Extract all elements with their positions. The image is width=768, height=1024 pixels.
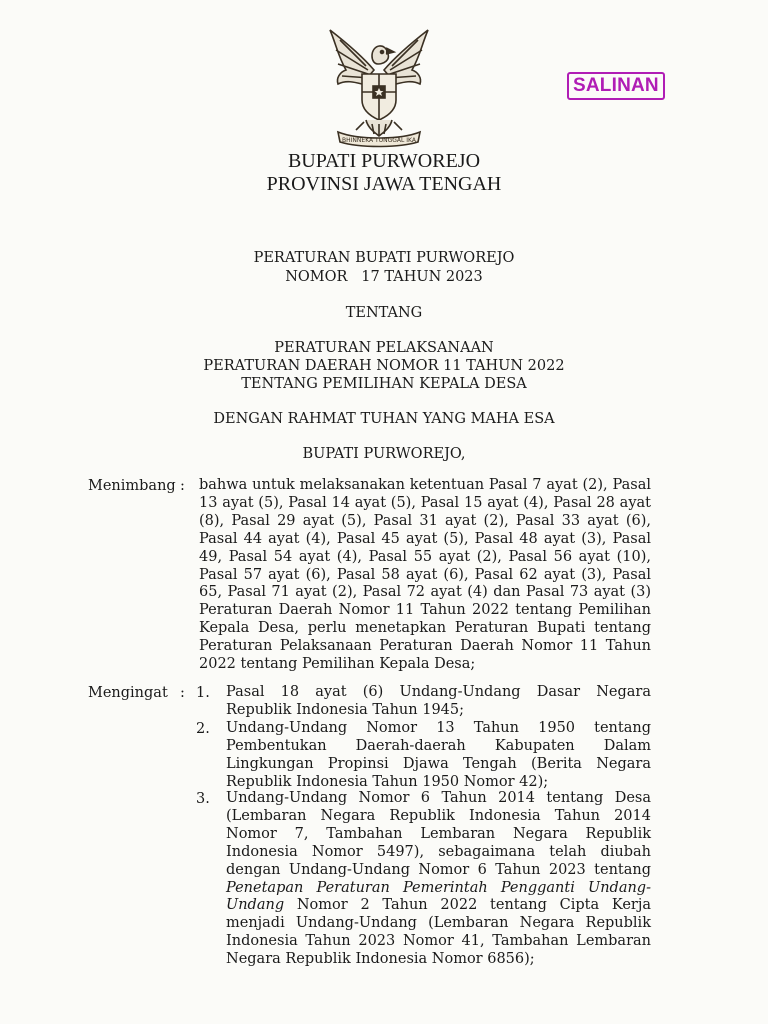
garuda-emblem-icon [318, 26, 440, 148]
menimbang-label: Menimbang [88, 478, 176, 494]
mengingat-label: Mengingat [88, 685, 168, 701]
mengingat-item-2-text: Undang-Undang Nomor 13 Tahun 1950 tentang Pembentukan Daerah-daerah Kabupaten Dalam Lingkungan Propinsi Djawa Tengah (Berita Negara Republik Indonesia Tahun 1950 Nomor 42); [226, 720, 651, 790]
salinan-stamp: SALINAN [567, 72, 665, 100]
header-province-title: PROVINSI JAWA TENGAH [266, 173, 502, 195]
grace-of-god-line: DENGAN RAHMAT TUHAN YANG MAHA ESA [213, 411, 555, 427]
mengingat-item-3-text [226, 790, 651, 969]
regulation-title-line1: PERATURAN PELAKSANAAN [274, 340, 494, 356]
mengingat-item-3-number: 3. [196, 791, 210, 807]
mengingat-colon: : [180, 685, 185, 701]
regulation-type: PERATURAN BUPATI PURWOREJO [253, 250, 515, 266]
mengingat-item-3-text-part2: Nomor 2 Tahun 2022 tentang Cipta Kerja menjadi Undang-Undang (Lembaran Negara Republik Indonesia Tahun 2023 Nomor 41, Tambahan Lembaran Negara Republik Indonesia Nomor 6856); [226, 897, 651, 968]
regulation-title-line2: PERATURAN DAERAH NOMOR 11 TAHUN 2022 [203, 358, 565, 374]
mengingat-item-2-number: 2. [196, 721, 210, 737]
svg-text:BHINNEKA TUNGGAL IKA: BHINNEKA TUNGGAL IKA [342, 137, 416, 144]
regulation-title-line3: TENTANG PEMILIHAN KEPALA DESA [241, 376, 527, 392]
mengingat-item-1-text: Pasal 18 ayat (6) Undang-Undang Dasar Negara Republik Indonesia Tahun 1945; [226, 684, 651, 718]
menimbang-colon: : [180, 478, 185, 494]
header-regent-title: BUPATI PURWOREJO [287, 150, 481, 172]
regulation-about: TENTANG [345, 305, 423, 321]
menimbang-text: bahwa untuk melaksanakan ketentuan Pasal 7 ayat (2), Pasal 13 ayat (5), Pasal 14 ayat (5), Pasal 15 ayat (4), Pasal 28 ayat (8), Pasal 29 ayat (5), Pasal 31 ayat (2), Pasal 33 ayat (6), Pasal 44 ayat (4), Pasal 45 ayat (5), Pasal 48 ayat (3), Pasal 49, Pasal 54 ayat (4), Pasal 55 ayat (2), Pasal 56 ayat (10), Pasal 57 ayat (6), Pasal 58 ayat (6), Pasal 62 ayat (3), Pasal 65, Pasal 71 ayat (2), Pasal 72 ayat (4) dan Pasal 73 ayat (3) Peraturan Daerah Nomor 11 Tahun 2022 tentang Pemilihan Kepala Desa, perlu menetapkan Peraturan Bupati tentang Peraturan Pelaksanaan Peraturan Daerah Nomor 11 Tahun 2022 tentang Pemilihan Kepala Desa; [199, 477, 651, 673]
issuer-line: BUPATI PURWOREJO, [302, 446, 466, 462]
mengingat-item-1-number: 1. [196, 685, 210, 701]
regulation-number: NOMOR 17 TAHUN 2023 [285, 269, 483, 285]
mengingat-item-3-text-part1: Undang-Undang Nomor 6 Tahun 2014 tentang Desa (Lembaran Negara Republik Indonesia Tahun 2014 Nomor 7, Tambahan Lembaran Negara Republik Indonesia Nomor 5497), sebagaimana telah diubah dengan Undang-Undang Nomor 6 Tahun 2023 tentang [226, 790, 651, 878]
mengingat-item-3-text-italic: Penetapan Peraturan Pemerintah Pengganti Undang-Undang [226, 879, 651, 914]
